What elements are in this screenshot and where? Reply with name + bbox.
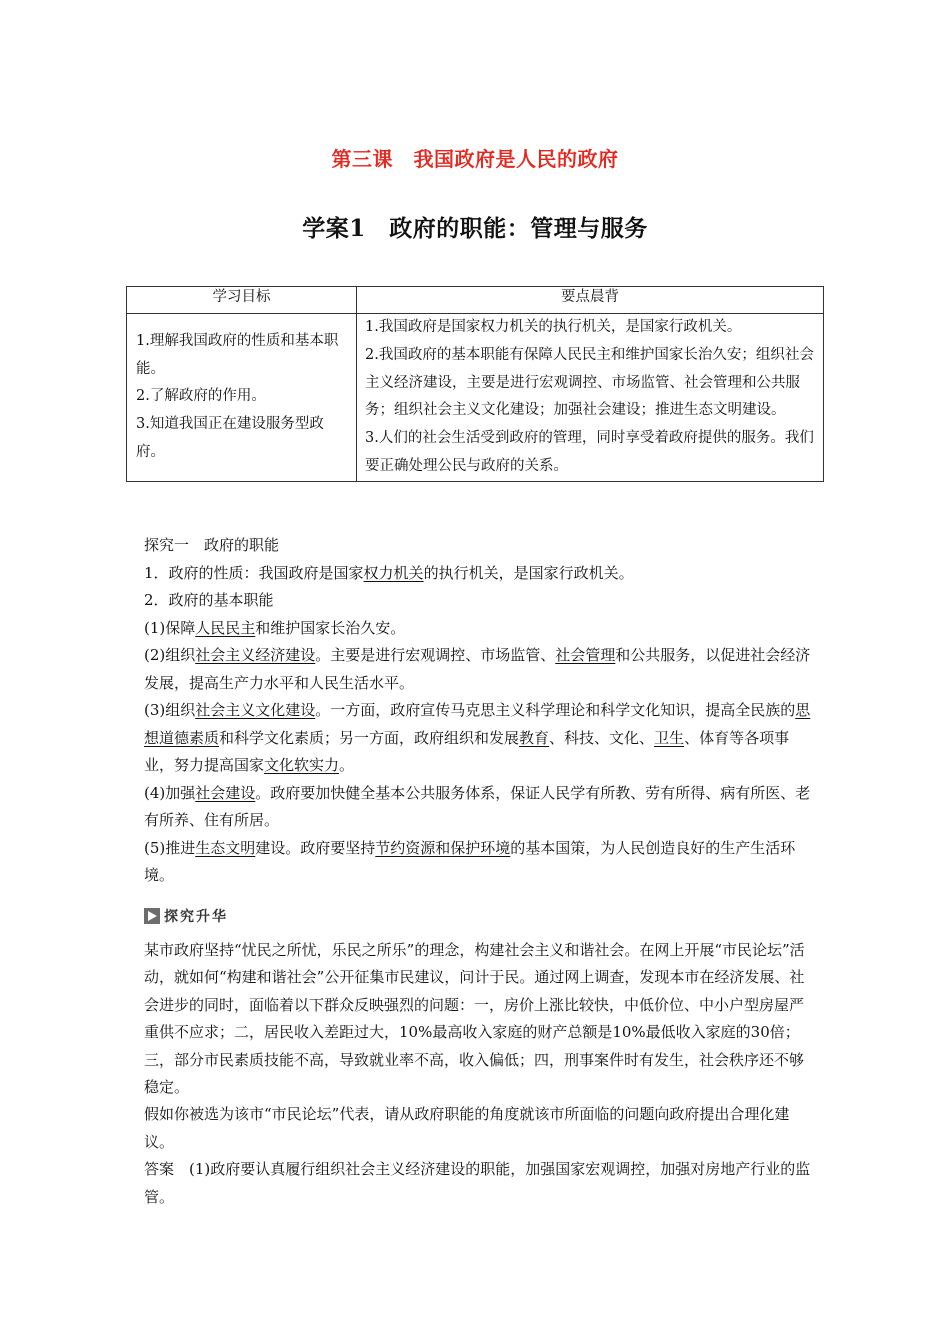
underlined-term: 人民民主 <box>195 618 256 637</box>
text-span: 。主要是进行宏观调控、市场监管、 <box>315 646 556 664</box>
underlined-term: 节约资源和保护环境 <box>375 838 511 857</box>
text-span: 和维护国家长治久安。 <box>255 618 406 637</box>
government-nature <box>144 560 816 588</box>
underlined-term: 社会主义文化建设 <box>195 701 316 719</box>
key-point-item: 1.我国政府是国家权力机关的执行机关，是国家行政机关。 <box>365 319 742 335</box>
underlined-term: 社会管理 <box>555 646 616 664</box>
text-span: 1．政府的性质：我国政府是国家 <box>144 563 364 582</box>
header-key-points: 要点晨背 <box>357 287 824 314</box>
text-span: 。政府要加快健全基本公共服务体系，保证人民学有所教、劳有所得、病有所医、老有所养、住有所居。 <box>144 783 811 829</box>
text-span: (5)推进 <box>144 838 196 857</box>
upgrade-section <box>144 937 816 1211</box>
underlined-term: 权力机关 <box>363 563 424 582</box>
table-header-row <box>127 287 824 314</box>
case-title: 学案1 政府的职能：管理与服务 <box>302 215 648 242</box>
upgrade-label: 探究升华 <box>164 909 228 925</box>
text-span: (1)保障 <box>144 618 196 637</box>
function-item <box>144 780 816 835</box>
upgrade-heading <box>144 904 228 928</box>
text-span: 和科学文化素质；另一方面，政府组织和发展 <box>219 728 520 747</box>
text-span: 、科技、文化、 <box>549 728 655 747</box>
text-span: (4)加强 <box>144 783 196 802</box>
text-span: 。 <box>339 756 355 774</box>
answer-body: (1)政府要认真履行组织社会主义经济建设的职能，加强国家宏观调控，加强对房地产行业的监管。 <box>144 1160 811 1206</box>
text-span: 和公共服务，以促进社会经济发展，提高生产力水平和人民生活水平。 <box>144 646 811 692</box>
underlined-term: 卫生 <box>654 728 685 747</box>
answer-label: 答案 <box>144 1160 175 1179</box>
play-triangle-icon <box>144 908 160 924</box>
text-span: 的执行机关，是国家行政机关。 <box>423 563 634 582</box>
underlined-term: 生态文明 <box>195 838 256 857</box>
goal-item: 2.了解政府的作用。 <box>136 388 266 405</box>
explore-section <box>144 532 816 890</box>
goals-table <box>126 286 824 482</box>
text-span: (2)组织 <box>144 646 196 664</box>
lesson-title: 第三课 我国政府是人民的政府 <box>331 147 619 171</box>
goal-item: 1.理解我国政府的性质和基本职能。 <box>136 332 339 377</box>
table-row <box>127 314 824 482</box>
explore-heading: 探究一 政府的职能 <box>144 536 280 554</box>
underlined-term: 教育 <box>519 728 550 747</box>
learning-goals-cell <box>127 314 357 482</box>
function-item <box>144 697 816 780</box>
text-span: (3)组织 <box>144 701 196 719</box>
goal-item: 3.知道我国正在建设服务型政府。 <box>136 416 324 461</box>
key-points-cell <box>357 314 824 482</box>
function-item <box>144 615 816 643</box>
text-span: 、体育等各项事业，努力提高国家 <box>144 728 790 774</box>
answer-text <box>144 1156 816 1211</box>
underlined-term: 社会主义经济建设 <box>195 646 316 664</box>
key-point-item: 3.人们的社会生活受到政府的管理，同时享受着政府提供的服务。我们要正确处理公民与政府的关系。 <box>365 430 814 474</box>
underlined-term: 思想道德素质 <box>144 701 811 747</box>
text-span: 。一方面，政府宣传马克思主义科学理论和科学文化知识，提高全民族的 <box>315 701 796 719</box>
functions-heading: 2．政府的基本职能 <box>144 591 274 609</box>
key-point-item: 2.我国政府的基本职能有保障人民民主和维护国家长治久安；组织社会主义经济建设，主要是进行宏观调控、市场监管、社会管理和公共服务；组织社会主义文化建设；加强社会建设；推进生态文明建设。 <box>365 346 814 419</box>
header-learning-goals: 学习目标 <box>127 287 357 314</box>
text-span: 的基本国策，为人民创造良好的生产生活环境。 <box>144 838 796 884</box>
question-text: 假如你被选为该市“市民论坛”代表，请从政府职能的角度就该市所面临的问题向政府提出合理化建议。 <box>144 1105 790 1151</box>
text-span: 建设。政府要坚持 <box>255 838 376 857</box>
underlined-term: 社会建设 <box>195 783 256 802</box>
function-item <box>144 642 816 697</box>
case-text: 某市政府坚持“忧民之所忧，乐民之所乐”的理念，构建社会主义和谐社会。在网上开展“市民论坛”活动，就如何“构建和谐社会”公开征集市民建议，问计于民。通过网上调查，发现本市在经济发展、社会进步的同时，面临着以下群众反映强烈的问题：一，房价上涨比较快，中低价位、中小户型房屋严重供不应求；二，居民收入差距过大，10%最高收入家庭的财产总额是10%最低收入家庭的30倍；三，部分市民素质技能不高，导致就业率不高，收入偏低；四，刑事案件时有发生，社会秩序还不够稳定。 <box>144 941 805 1097</box>
function-item <box>144 835 816 890</box>
underlined-term: 文化软实力 <box>264 756 340 774</box>
